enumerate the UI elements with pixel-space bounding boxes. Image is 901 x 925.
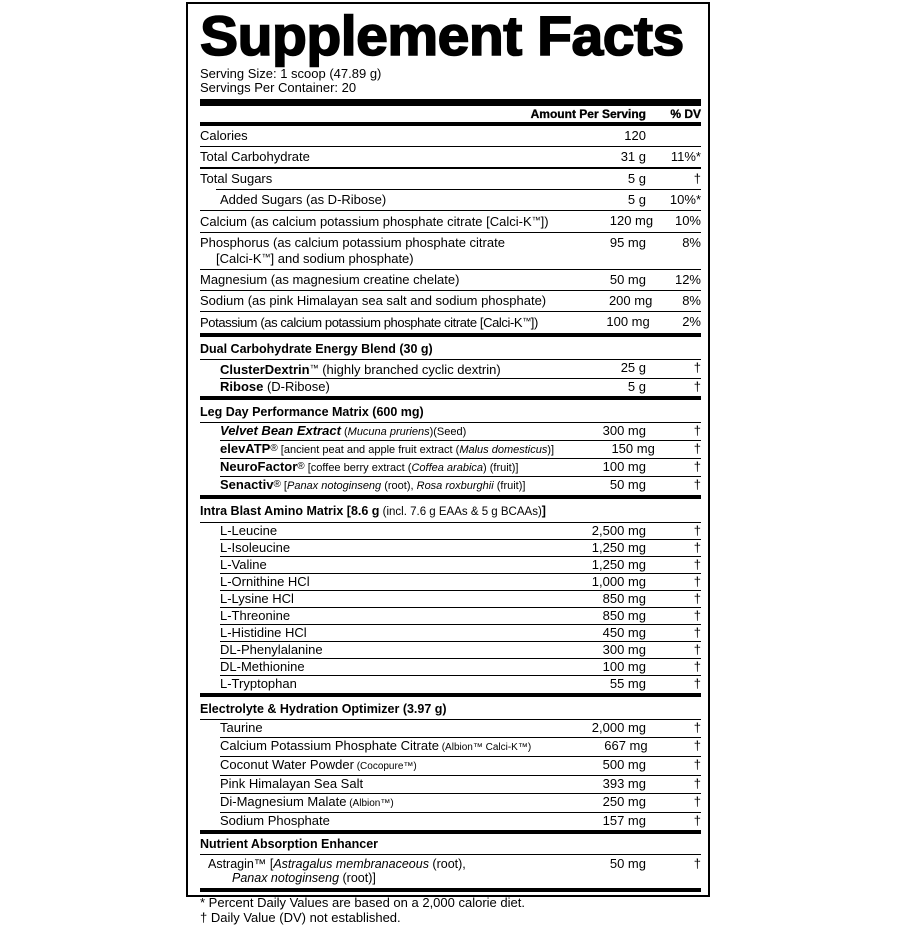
blend-title-absorption: Nutrient Absorption Enhancer [200, 835, 701, 855]
footnotes [200, 892, 701, 925]
serving-size: Serving Size: 1 scoop (47.89 g) [200, 66, 382, 81]
blend-item-senactiv: Senactiv® [Panax notoginseng (root), Rosa roxburghii (fruit)] 50 mg † [220, 477, 701, 492]
amino-item: L-Leucine 2,500 mg † [220, 523, 701, 538]
amino-item: DL-Phenylalanine 300 mg † [220, 642, 701, 657]
electrolyte-item: Pink Himalayan Sea Salt 393 mg † [220, 776, 701, 794]
nutrient-row-sodium: Sodium (as pink Himalayan sea salt and sodium phosphate) 200 mg 8% [200, 291, 701, 312]
nutrient-row-added-sugars: Added Sugars (as D-Ribose) 5 g 10%* [200, 190, 701, 211]
amino-item: L-Threonine 850 mg † [220, 608, 701, 623]
blend-title-dual-carbohydrate: Dual Carbohydrate Energy Blend (30 g) [200, 340, 701, 360]
blend-item-velvet-bean: Velvet Bean Extract (Mucuna pruriens)(Seed) 300 mg † [220, 423, 701, 441]
amino-item: L-Isoleucine 1,250 mg † [220, 540, 701, 555]
column-header-row [200, 106, 701, 122]
blend-title-electrolyte: Electrolyte & Hydration Optimizer (3.97 g) [200, 700, 701, 720]
divider-medium [200, 333, 701, 337]
dv-header: % DV [670, 107, 701, 121]
nutrient-row-potassium: Potassium (as calcium potassium phosphate citrate [Calci-K™]) 100 mg 2% [200, 314, 701, 330]
blend-title-amino-matrix: Intra Blast Amino Matrix [8.6 g (incl. 7.6 g EAAs & 5 g BCAAs)] [200, 502, 701, 523]
divider-thick [200, 99, 701, 106]
electrolyte-item: Taurine 2,000 mg † [220, 720, 701, 738]
amino-item: L-Valine 1,250 mg † [220, 557, 701, 572]
amino-item: L-Lysine HCl 850 mg † [220, 591, 701, 606]
divider-medium [200, 830, 701, 834]
electrolyte-item: Di-Magnesium Malate (Albion™) 250 mg † [220, 794, 701, 813]
blend-item-elevatp: elevATP® [ancient peat and apple fruit extract (Malus domesticus)] 150 mg † [220, 441, 701, 459]
divider-medium [200, 495, 701, 499]
nutrient-row-calcium: Calcium (as calcium potassium phosphate citrate [Calci-K™]) 120 mg 10% [200, 211, 701, 233]
label-title: Supplement Facts [200, 4, 684, 67]
nutrient-row-phosphorus: Phosphorus (as calcium potassium phosphate citrate [Calci-K™] and sodium phosphate) 95 mg 8% [200, 233, 701, 270]
nutrient-row-magnesium: Magnesium (as magnesium creatine chelate) 50 mg 12% [200, 270, 701, 291]
divider-medium [200, 396, 701, 400]
nutrient-row-total-carbohydrate: Total Carbohydrate 31 g 11%* [200, 147, 701, 169]
amino-item: L-Tryptophan 55 mg † [220, 676, 701, 691]
nutrient-row-total-sugars: Total Sugars 5 g † [200, 171, 701, 186]
blend-title-leg-day: Leg Day Performance Matrix (600 mg) [200, 403, 701, 423]
electrolyte-item: Coconut Water Powder (Cocopure™) 500 mg † [220, 757, 701, 776]
electrolyte-item: Sodium Phosphate 157 mg † [220, 813, 701, 828]
supplement-facts-label [186, 2, 710, 925]
servings-per-container: Servings Per Container: 20 [200, 80, 357, 95]
footnote-dagger: † Daily Value (DV) not established. [200, 910, 401, 925]
nutrient-row-calories: Calories 120 [200, 126, 701, 147]
divider-medium [200, 693, 701, 697]
amount-per-serving-header: Amount Per Serving [530, 107, 646, 121]
amino-item: L-Ornithine HCl 1,000 mg † [220, 574, 701, 589]
absorption-item-astragin: Astragin™ [Astragalus membranaceous (root), Panax notoginseng (root)] 50 mg † [208, 856, 701, 885]
blend-item-ribose: Ribose (D-Ribose) 5 g † [220, 379, 701, 394]
amino-item: DL-Methionine 100 mg † [220, 659, 701, 674]
footnote-percent-dv: * Percent Daily Values are based on a 2,000 calorie diet. [200, 895, 525, 910]
electrolyte-item: Calcium Potassium Phosphate Citrate (Albion™ Calci-K™) 667 mg † [220, 738, 701, 757]
blend-item-neurofactor: NeuroFactor® [coffee berry extract (Coffea arabica) (fruit)] 100 mg † [220, 459, 701, 477]
amino-item: L-Histidine HCl 450 mg † [220, 625, 701, 640]
blend-item-clusterdextrin: ClusterDextrin™ (highly branched cyclic dextrin) 25 g † [220, 360, 701, 377]
